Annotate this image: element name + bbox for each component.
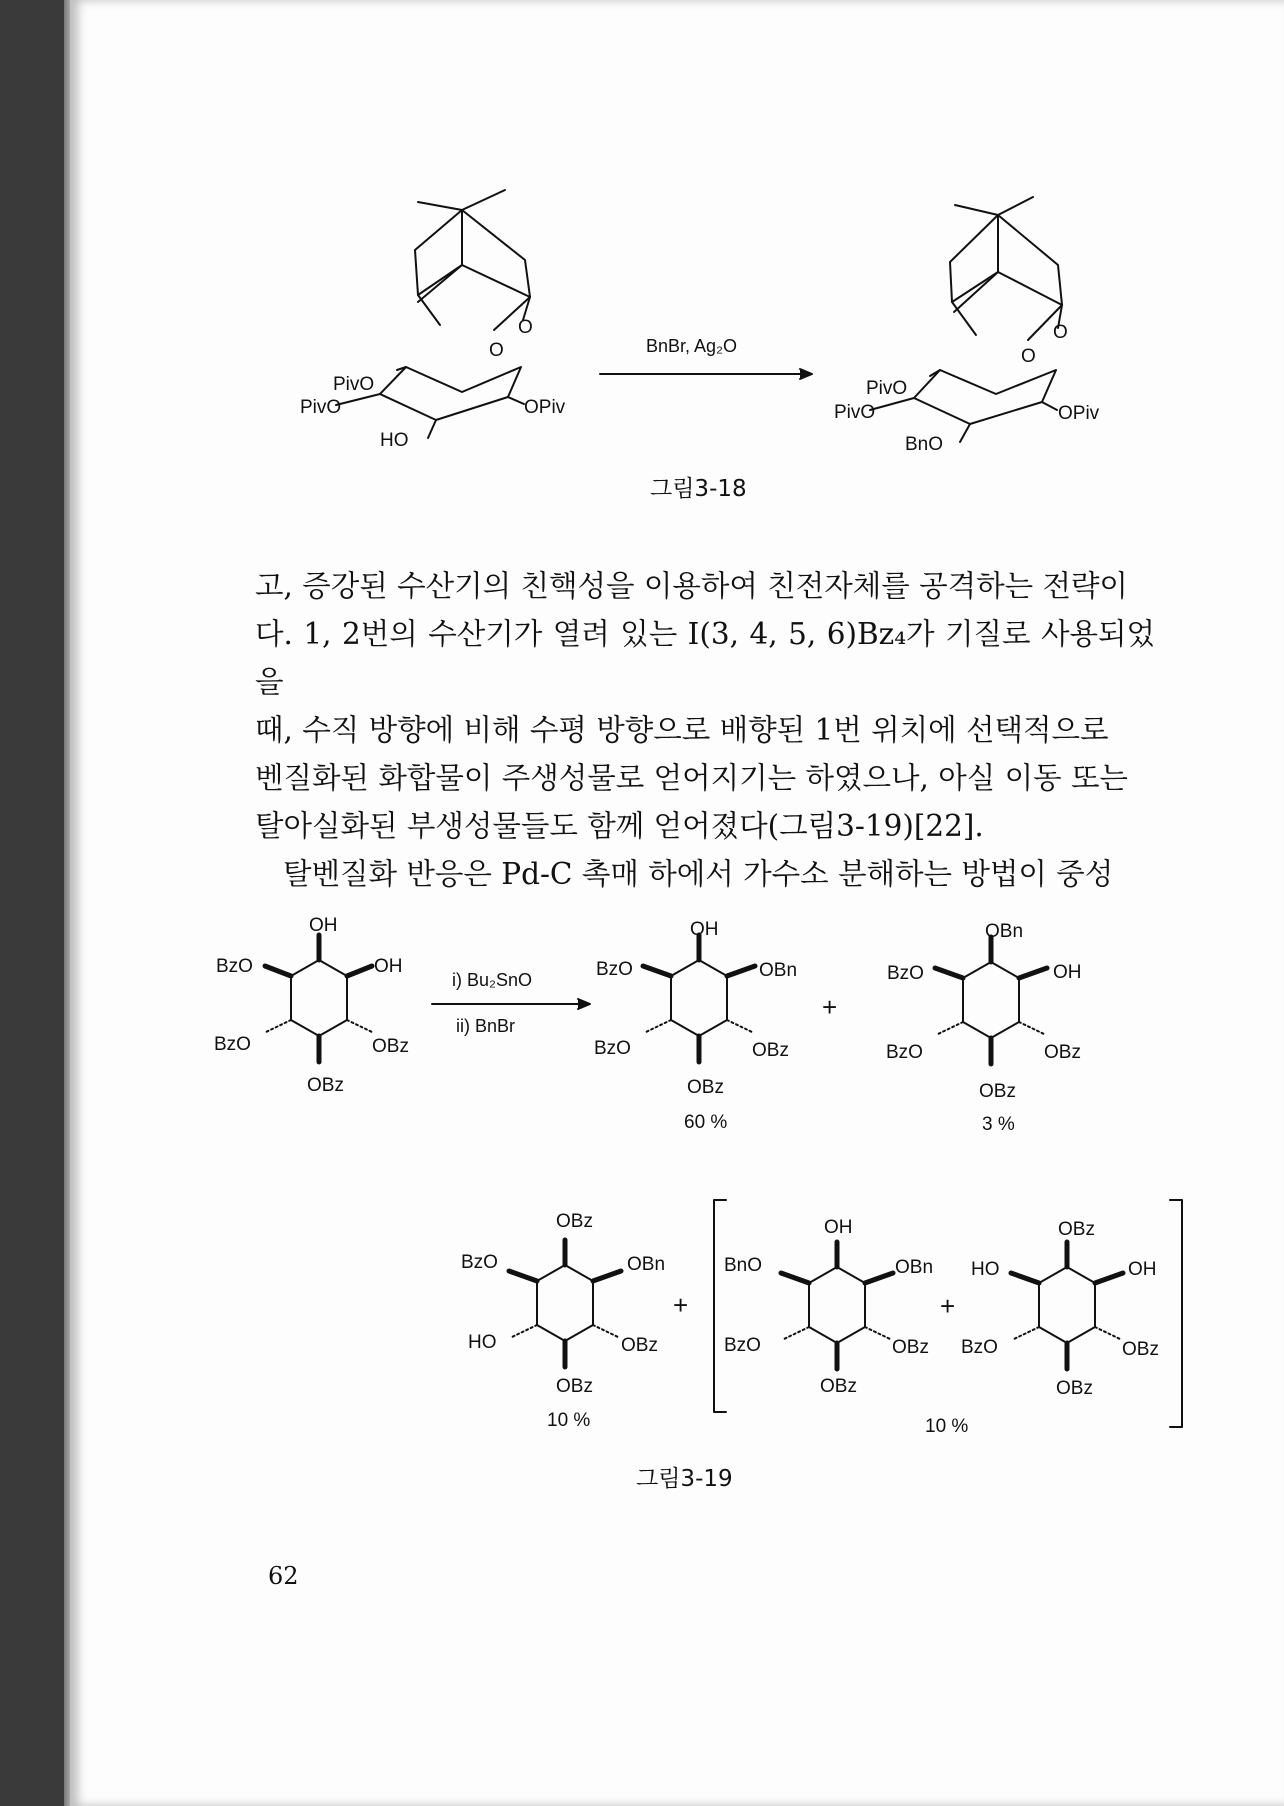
atom-label: OBn [985,921,1024,942]
yield-label: 3 % [982,1114,1015,1135]
atom-label: OH [309,915,338,936]
atom-label: OBz [1122,1339,1159,1360]
atom-label: OBz [1058,1219,1095,1240]
atom-label: OBz [892,1337,929,1358]
atom-label: OBz [1056,1378,1093,1399]
scheme1-reagent: BnBr, Ag₂O [646,336,738,356]
atom-label: OBz [372,1036,409,1057]
scheme1-reactant [336,190,530,438]
atom-label: OH [374,956,403,977]
atom-label: HO [468,1332,497,1353]
yield-label: 10 % [925,1416,969,1437]
figure-caption-3-19: 그림3-19 [636,1466,733,1492]
atom-label: OBz [307,1075,344,1096]
text-line: 다. 1, 2번의 수산기가 열려 있는 I(3, 4, 5, 6)Bz₄가 기질로 사용되었을 [255,617,1155,699]
atom-label: BzO [214,1034,251,1055]
atom-label: BzO [886,1042,923,1063]
figure-caption-3-18: 그림3-18 [650,476,747,502]
scheme1-product [870,197,1062,442]
atom-label: BzO [594,1038,631,1059]
atom-label: OBz [820,1376,857,1397]
text-line: 탈아실화된 부생성물들도 함께 얻어졌다(그림3-19)[22]. [255,809,984,843]
atom-label: HO [971,1259,1000,1280]
atom-label: OBn [627,1254,666,1275]
scheme2-product-a [643,935,755,1062]
atom-label: OH [1128,1259,1157,1280]
atom-label: OBz [556,1211,593,1232]
atom-label: BnO [905,434,944,455]
atom-label: OBn [759,960,798,981]
atom-label: OH [690,919,719,940]
plus-sign: + [822,992,838,1022]
atom-label: PivO [333,374,375,395]
atom-label: PivO [300,397,342,418]
text-line: 탈벤질화 반응은 Pd-C 촉매 하에서 가수소 분해하는 방법이 중성 [283,857,1114,891]
scheme2-reagent-1: i) Bu₂SnO [452,970,533,990]
atom-label: OBn [895,1257,934,1278]
text-line: 고, 증강된 수산기의 친핵성을 이용하여 친전자체를 공격하는 전략이 [255,569,1128,603]
text-line: 벤질화된 화합물이 주생성물로 얻어지기는 하였으나, 아실 이동 또는 [255,761,1128,795]
atom-label: OBz [687,1077,724,1098]
scheme2-product-c [509,1240,621,1367]
plus-sign: + [940,1291,956,1321]
scheme2-product-d [781,1242,893,1369]
yield-label: 60 % [684,1112,728,1133]
atom-label: BzO [961,1337,998,1358]
atom-label: HO [380,430,409,451]
body-paragraph [255,562,1155,898]
yield-label: 10 % [547,1410,591,1431]
scheme2-product-e [1011,1242,1123,1369]
atom-label: OBz [1044,1042,1081,1063]
atom-label: BzO [216,956,253,977]
atom-label: OH [824,1217,853,1238]
atom-label: OBz [621,1335,658,1356]
scheme2-sm [265,935,372,1062]
atom-label: OBz [752,1040,789,1061]
atom-label: O [489,340,504,361]
atom-label: OBz [979,1081,1016,1102]
atom-label: PivO [866,378,908,399]
atom-label: PivO [834,402,876,423]
atom-label: BzO [887,963,924,984]
atom-label: OPiv [1058,403,1100,424]
atom-label: BzO [724,1335,761,1356]
atom-label: BzO [461,1252,498,1273]
scheme2-reagent-2: ii) BnBr [456,1016,516,1036]
atom-label: O [1053,322,1068,343]
scheme2-product-b [935,937,1047,1064]
atom-label: OPiv [524,397,566,418]
atom-label: OBz [556,1376,593,1397]
plus-sign: + [673,1290,689,1320]
atom-label: OH [1053,962,1082,983]
atom-label: O [518,317,533,338]
page-number: 62 [268,1562,299,1590]
text-line: 때, 수직 방향에 비해 수평 방향으로 배향된 1번 위치에 선택적으로 [255,713,1109,747]
atom-label: BzO [596,959,633,980]
atom-label: BnO [724,1255,763,1276]
atom-label: O [1021,346,1036,367]
